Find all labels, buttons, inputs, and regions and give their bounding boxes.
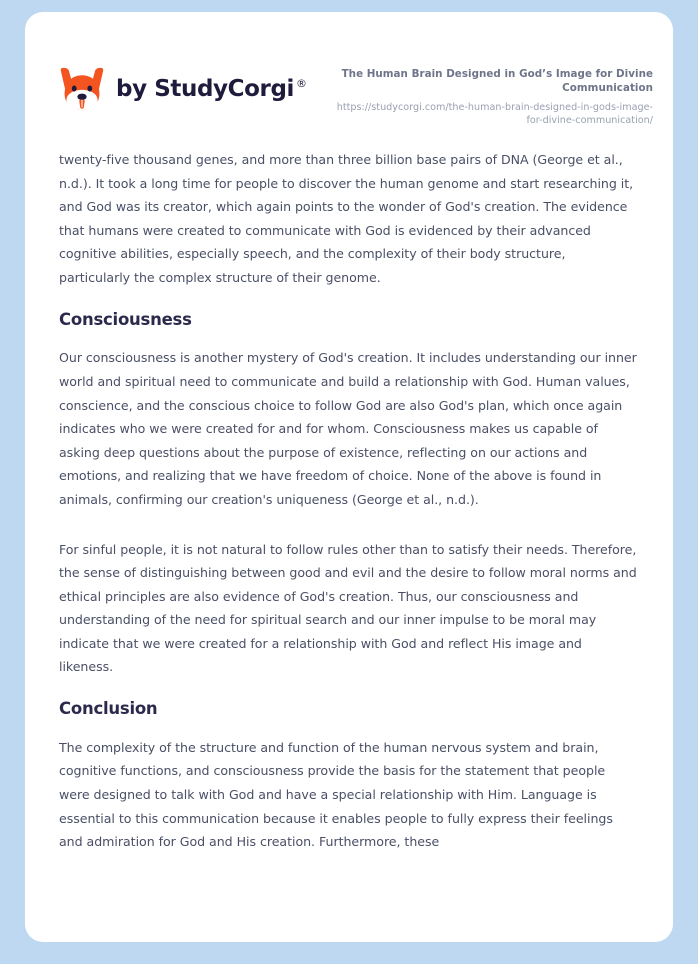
corgi-head-icon bbox=[59, 67, 105, 111]
header-document-meta bbox=[323, 68, 653, 128]
document-header bbox=[25, 12, 673, 148]
document-title: The Human Brain Designed in God’s Image for Divine Communication bbox=[341, 68, 653, 94]
body-paragraph: twenty-five thousand genes, and more than three billion base pairs of DNA (George et al., n.d.). It took a long time for people to discover the human genome and start researching it, and God was its creator, which again points to the wonder of God's creation. The evidence that humans were created to communicate with God is evidenced by their advanced cognitive abilities, especially speech, and the complexity of their body structure, particularly the complex structure of their genome. bbox=[59, 152, 634, 285]
body-paragraph: Our consciousness is another mystery of God's creation. It includes understanding our inner world and spiritual need to communicate and build a relationship with God. Human values, conscience, and the conscious choice to follow God are also God's plan, which once again indicates who we were created for and for whom. Consciousness makes us capable of asking deep questions about the purpose of existence, reflecting on our actions and emotions, and realizing that we have freedom of choice. None of the above is found in animals, confirming our creation's uniqueness (George et al., n.d.). bbox=[59, 350, 637, 507]
brand-name-text: by StudyCorgi bbox=[116, 76, 295, 102]
brand-lockup bbox=[59, 67, 307, 111]
section-heading: Conclusion bbox=[59, 699, 158, 719]
body-paragraph: For sinful people, it is not natural to follow rules other than to satisfy their needs. Therefore, the sense of distinguishing between good and evil and the desire to follow moral norms and ethical principles are also evidence of God's creation. Thus, our consciousness and understanding of the need for spiritual search and our inner impulse to be moral may indicate that we were created for a relationship with God and reflect His image and likeness. bbox=[59, 541, 637, 675]
section-heading: Consciousness bbox=[59, 309, 192, 329]
document-page-card bbox=[25, 12, 673, 942]
body-paragraph: The complexity of the structure and function of the human nervous system and brain, cognitive functions, and consciousness provide the basis for the statement that people were designed to talk with God and have a special relationship with Him. Language is essential to this communication because it enables people to fully express their feelings and admiration for God and His creation. Furthermore, these bbox=[59, 739, 613, 850]
document-url[interactable]: https://studycorgi.com/the-human-brain-designed-in-gods-image-for-divine-communication/ bbox=[336, 101, 653, 127]
document-content bbox=[59, 148, 639, 880]
brand-wordmark bbox=[116, 76, 307, 102]
registered-trademark-icon: ® bbox=[296, 77, 307, 91]
